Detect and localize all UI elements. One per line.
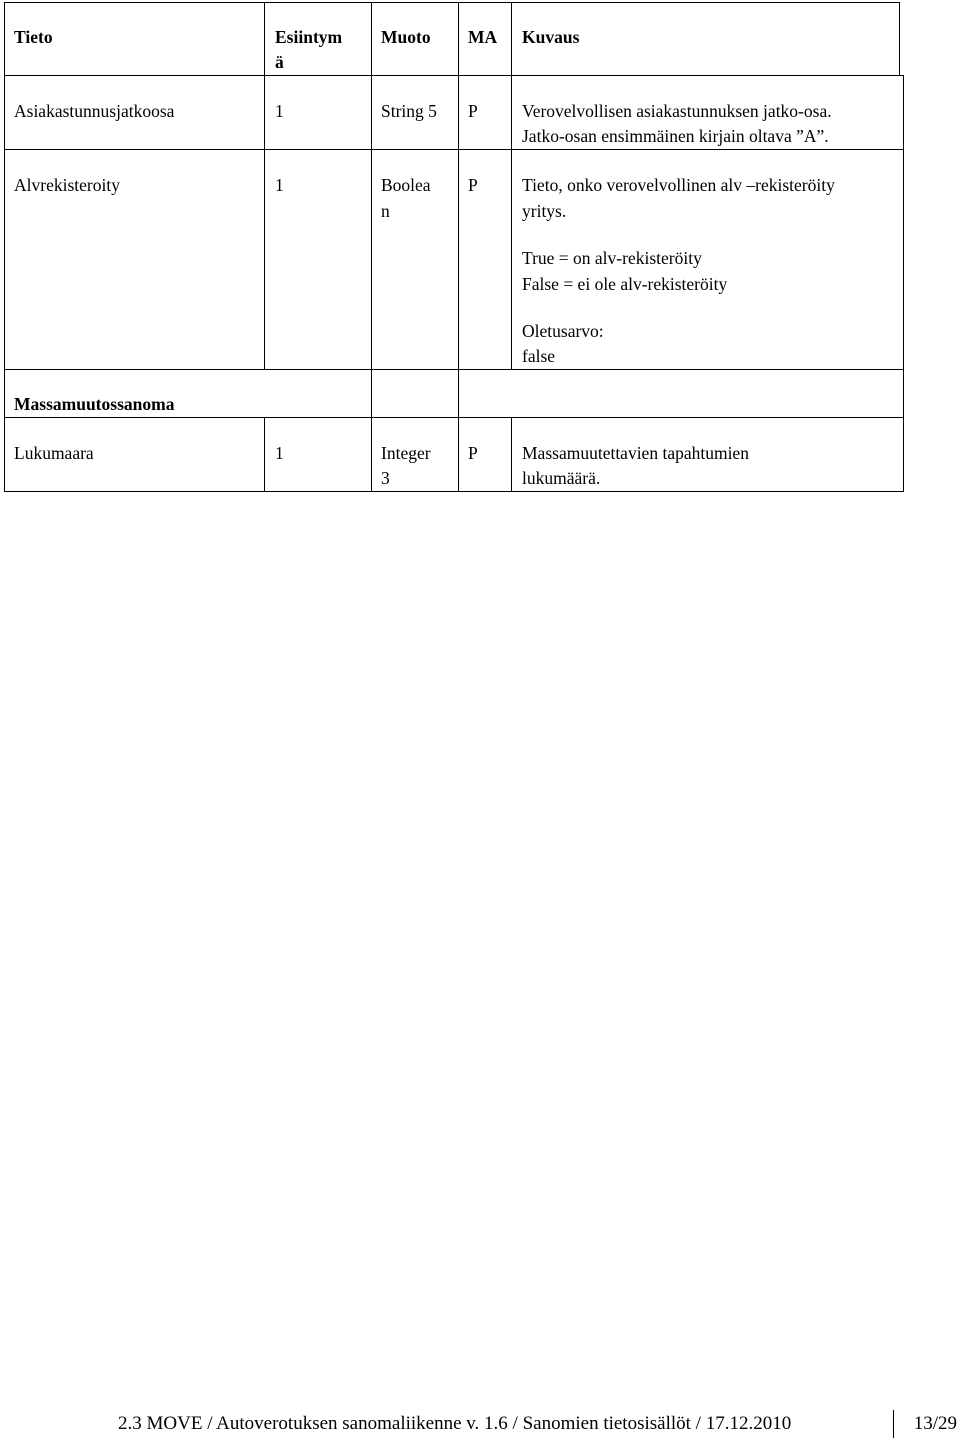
table-col-sep-3 (458, 2, 459, 492)
row3-kuvaus-line1: Massamuutettavien tapahtumien (522, 443, 749, 463)
table-col-sep-4 (511, 2, 512, 370)
header-kuvaus: Kuvaus (522, 27, 580, 47)
table-rule-section (4, 417, 904, 418)
table-border-left (4, 2, 5, 492)
page-number: 13/29 (913, 1413, 957, 1434)
table-border-top (4, 2, 900, 3)
row1-tieto: Asiakastunnusjatkoosa (14, 101, 175, 121)
footer-separator (893, 1410, 894, 1438)
row2-muoto-line1: Boolea (381, 175, 431, 195)
row2-kuvaus-line5: Oletusarvo: (522, 321, 604, 341)
table-col-sep-2 (371, 2, 372, 492)
table-rule-row2 (4, 369, 904, 370)
row1-muoto: String 5 (381, 101, 437, 121)
row1-kuvaus-line1: Verovelvollisen asiakastunnuksen jatko-osa. (522, 101, 832, 121)
row3-esiintyma: 1 (275, 443, 284, 463)
row2-esiintyma: 1 (275, 175, 284, 195)
table-border-bottom (4, 491, 904, 492)
row2-ma: P (468, 175, 478, 195)
row1-esiintyma: 1 (275, 101, 284, 121)
header-tieto: Tieto (14, 27, 53, 47)
row1-kuvaus-line2: Jatko-osan ensimmäinen kirjain oltava ”A”. (522, 126, 829, 146)
row1-ma: P (468, 101, 478, 121)
header-muoto: Muoto (381, 27, 431, 47)
row2-kuvaus-line6: false (522, 346, 556, 366)
table-border-right (903, 75, 904, 492)
row2-kuvaus-line1: Tieto, onko verovelvollinen alv –rekisteröity (522, 175, 835, 195)
row3-tieto: Lukumaara (14, 443, 94, 463)
footer-text: 2.3 MOVE / Autoverotuksen sanomaliikenne v. 1.6 / Sanomien tietosisällöt / 17.12.2010 (118, 1413, 792, 1434)
table-col-sep-1b (264, 417, 265, 492)
section-title: Massamuutossanoma (14, 394, 175, 414)
table-border-right-header (899, 2, 900, 76)
table-rule-row1 (4, 149, 904, 150)
row3-kuvaus-line2: lukumäärä. (522, 468, 601, 488)
row2-kuvaus-line3: True = on alv-rekisteröity (522, 248, 702, 268)
row2-kuvaus-line2: yritys. (522, 201, 567, 221)
row3-ma: P (468, 443, 478, 463)
table-rule-header (4, 75, 904, 76)
header-esiintyma: Esiintym (275, 27, 343, 47)
table-col-sep-4b (511, 417, 512, 492)
row3-muoto-line2: 3 (381, 468, 390, 488)
row3-muoto-line1: Integer (381, 443, 431, 463)
row2-kuvaus-line4: False = ei ole alv-rekisteröity (522, 274, 728, 294)
header-ma: MA (468, 27, 498, 47)
page-footer (0, 1410, 960, 1438)
row2-tieto: Alvrekisteroity (14, 175, 120, 195)
data-table (4, 2, 904, 492)
row2-muoto-line2: n (381, 201, 390, 221)
table-col-sep-1 (264, 2, 265, 370)
header-esiintyma-wrap: ä (275, 52, 284, 72)
